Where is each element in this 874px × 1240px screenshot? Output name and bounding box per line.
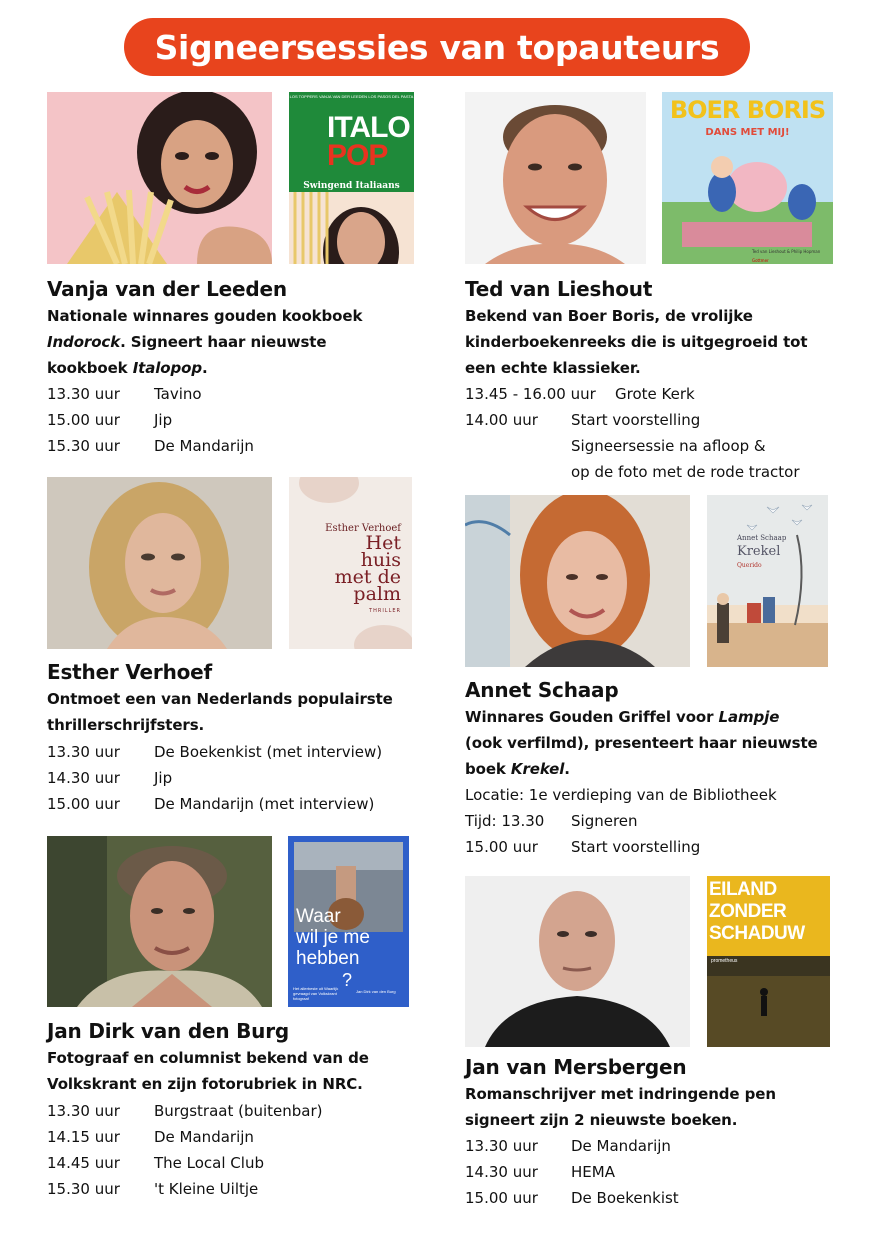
author-name: Vanja van der Leeden <box>47 277 287 301</box>
author-description: Bekend van Boer Boris, de vrolijke kinderboekenreeks die is uitgegroeid tot een echte klassieker. <box>465 307 808 377</box>
author-photo-esther <box>47 477 272 649</box>
book-cover-italopop <box>289 92 414 264</box>
schedule-row: Tijd: 13.30 Signeren <box>465 812 638 830</box>
author-name: Annet Schaap <box>465 678 619 702</box>
book-genre: THRILLER <box>369 608 401 614</box>
author-description: Romanschrijver met indringende pen signeert zijn 2 nieuwste boeken. <box>465 1085 776 1129</box>
schedule-row: 14.00 uur Start voorstelling <box>465 411 701 429</box>
schedule-row: 14.30 uur Jip <box>47 769 173 787</box>
author-photo-annet <box>465 495 690 667</box>
schedule-row: 15.30 uur 't Kleine Uiltje <box>47 1180 259 1198</box>
schedule-note: Signeersessie na afloop & <box>571 437 766 455</box>
author-name: Esther Verhoef <box>47 660 213 684</box>
book-publisher: prometheus <box>711 958 738 964</box>
book-cover-het-huis-met-de-palm <box>289 477 412 649</box>
schedule-row: 13.30 uur De Mandarijn <box>465 1137 671 1155</box>
book-cover-boer-boris <box>662 92 833 264</box>
author-description: Nationale winnares gouden kookboek Indorock. Signeert haar nieuwste kookboek Italopop. <box>47 307 363 377</box>
author-photo-vanja <box>47 92 272 264</box>
book-cover-krekel <box>707 495 828 667</box>
book-publisher: Querido <box>737 562 762 569</box>
author-name: Jan van Mersbergen <box>465 1055 687 1079</box>
book-cover-waar-wil-je-me-hebben <box>288 836 409 1007</box>
page-title: Signeersessies van topauteurs <box>154 27 720 67</box>
schedule-row: 13.30 uur Burgstraat (buitenbar) <box>47 1102 323 1120</box>
schedule-list <box>465 1133 845 1211</box>
book-author: Esther Verhoef <box>325 523 401 534</box>
book-top-text: VANJA VAN DER LEEDEN <box>318 94 368 99</box>
schedule-row: 15.00 uur Jip <box>47 411 173 429</box>
book-title: EILAND ZONDER SCHADUW <box>709 879 805 944</box>
book-author: Annet Schaap <box>737 534 787 542</box>
book-credits: Ted van Lieshout & Philip Hopman <box>752 249 821 254</box>
schedule-list <box>47 1098 427 1202</box>
schedule-row: 14.30 uur HEMA <box>465 1163 615 1181</box>
schedule-row: 14.45 uur The Local Club <box>47 1154 264 1172</box>
schedule-list <box>465 808 845 860</box>
schedule-row: 13.45 - 16.00 uur Grote Kerk <box>465 385 695 403</box>
schedule-row: 13.30 uur De Boekenkist (met interview) <box>47 743 383 761</box>
author-description: Ontmoet een van Nederlands populairste thrillerschrijfsters. <box>47 690 393 734</box>
book-top-text: LOS TOPPERS <box>289 94 318 99</box>
author-photo-jan-van-mersbergen <box>465 876 690 1047</box>
book-publisher: Gottmer <box>752 258 769 263</box>
book-blurb: Het allerbeste uit Waarlijk gevraagd van Volkskrant fotograaf <box>293 986 339 1001</box>
schedule-note: op de foto met de rode tractor <box>571 463 800 481</box>
book-question-mark: ? <box>342 970 353 990</box>
author-description: Winnares Gouden Griffel voor Lampje (ook verfilmd), presenteert haar nieuwste boek Krekel. <box>465 708 818 778</box>
author-photo-ted <box>465 92 646 264</box>
schedule-list <box>47 381 427 459</box>
book-title: Krekel <box>737 544 781 559</box>
schedule-row: 15.00 uur De Mandarijn (met interview) <box>47 795 375 813</box>
event-location: Locatie: 1e verdieping van de Bibliotheek <box>465 786 777 804</box>
schedule-row: 15.00 uur Start voorstelling <box>465 838 701 856</box>
book-top-text: LOS PASOS DEL PASTA <box>368 94 414 99</box>
book-subtitle: DANS MET MIJ! <box>705 127 790 138</box>
schedule-list <box>465 381 845 485</box>
schedule-row: 13.30 uur Tavino <box>47 385 202 403</box>
schedule-row: 15.30 uur De Mandarijn <box>47 437 254 455</box>
book-title: Waar wil je me hebben <box>296 906 370 969</box>
book-author: Jan Dirk van den Burg <box>356 989 396 994</box>
schedule-list <box>47 739 427 817</box>
book-title: BOER BORIS <box>669 96 826 124</box>
author-name: Ted van Lieshout <box>465 277 653 301</box>
book-title: Het huis met de palm <box>334 532 401 605</box>
author-description: Fotograaf en columnist bekend van de Volkskrant en zijn fotorubriek in NRC. <box>47 1049 369 1093</box>
author-name: Jan Dirk van den Burg <box>47 1019 290 1043</box>
schedule-row: 15.00 uur De Boekenkist <box>465 1189 679 1207</box>
book-subtitle: Swingend Italiaans <box>303 181 400 191</box>
page-title-banner <box>124 18 750 76</box>
schedule-row: 14.15 uur De Mandarijn <box>47 1128 254 1146</box>
author-photo-jan-dirk <box>47 836 272 1007</box>
book-cover-eiland-zonder-schaduw <box>707 876 830 1047</box>
book-title: ITALO POP <box>327 111 410 172</box>
